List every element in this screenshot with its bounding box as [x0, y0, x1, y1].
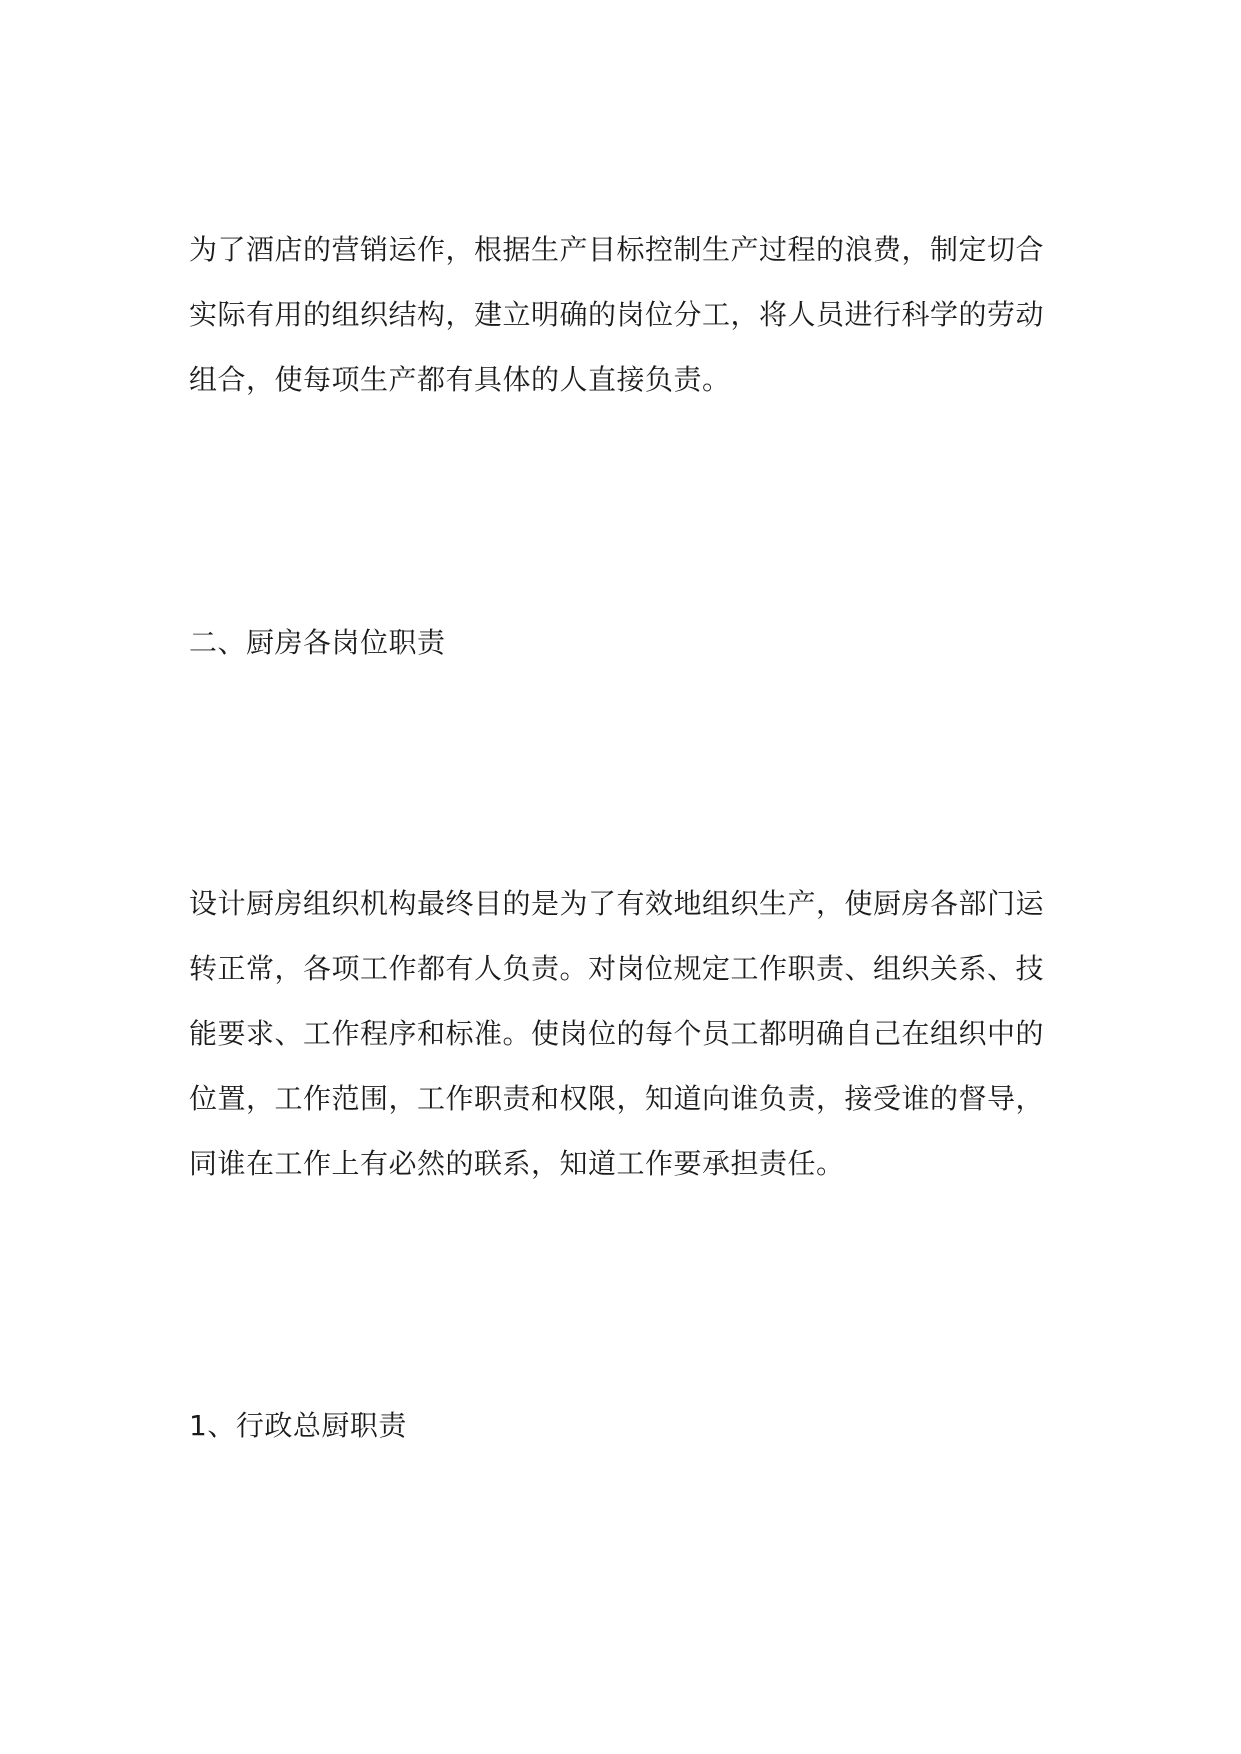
body-paragraph [189, 871, 1089, 1196]
paragraph-line: 实际有用的组织结构，建立明确的岗位分工，将人员进行科学的劳动 [189, 298, 1045, 331]
paragraph-line: 为了酒店的营销运作，根据生产目标控制生产过程的浪费，制定切合 [189, 233, 1045, 266]
paragraph-line: 转正常，各项工作都有人负责。对岗位规定工作职责、组织关系、技 [189, 952, 1045, 985]
section-heading: 二、厨房各岗位职责 [189, 626, 446, 659]
subsection-heading: 1、行政总厨职责 [189, 1409, 407, 1442]
paragraph-line: 组合，使每项生产都有具体的人直接负责。 [189, 363, 731, 396]
paragraph-line: 同谁在工作上有必然的联系，知道工作要承担责任。 [189, 1147, 845, 1180]
paragraph-line: 能要求、工作程序和标准。使岗位的每个员工都明确自己在组织中的 [189, 1017, 1045, 1050]
intro-paragraph [189, 217, 1089, 412]
paragraph-line: 设计厨房组织机构最终目的是为了有效地组织生产，使厨房各部门运 [189, 887, 1045, 920]
paragraph-line: 位置，工作范围，工作职责和权限，知道向谁负责，接受谁的督导， [189, 1082, 1045, 1115]
